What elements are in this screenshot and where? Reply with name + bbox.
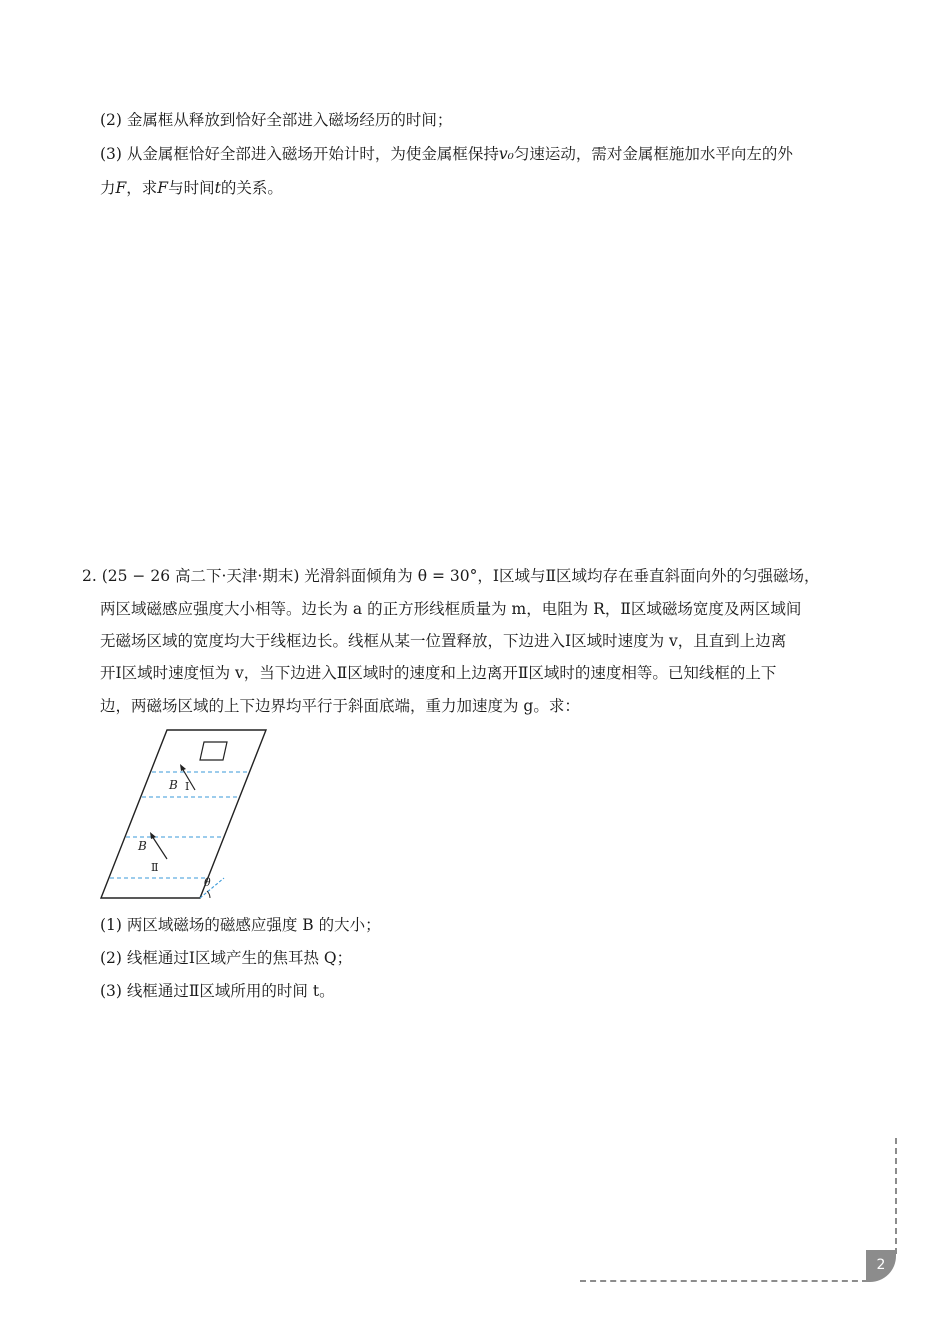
problem1-question3-line1 [100,144,793,164]
problem1-question3-line2 [100,178,283,198]
incline-plane [101,730,266,898]
problem2-line2: 两区域磁感应强度大小相等。边长为 a 的正方形线框质量为 m，电阻为 R，Ⅱ区域磁场宽度及两区域间 [100,600,802,618]
field-arrow-2 [150,832,167,859]
angle-arc [207,891,210,898]
problem2-sub3: (3) 线框通过Ⅱ区域所用的时间 t。 [100,982,335,1000]
square-coil [200,742,227,760]
label-B1: B [169,778,178,792]
problem2-sub1: (1) 两区域磁场的磁感应强度 B 的大小； [100,916,381,934]
q3-t: t [214,179,221,197]
problem2-line1: 2. (25 − 26 高二下·天津·期末) 光滑斜面倾角为 θ = 30°，Ⅰ区域与Ⅱ区域均存在垂直斜面向外的匀强磁场， [82,567,820,585]
problem2-line3: 无磁场区域的宽度均大于线框边长。线框从某一位置释放，下边进入Ⅰ区域时速度为 v，且直到上边离 [100,632,787,650]
label-region-I: Ⅰ [185,780,190,793]
q3-v0: v₀ [498,145,514,163]
label-B2: B [138,839,147,853]
problem2-sub2: (2) 线框通过Ⅰ区域产生的焦耳热 Q； [100,949,353,967]
page-number: 2 [866,1250,896,1282]
q3-text-c3: 与时间 [168,179,215,197]
problem2-line5: 边，两磁场区域的上下边界均平行于斜面底端，重力加速度为 g。求： [100,697,580,715]
q3-text-b: 匀速运动，需对金属框施加水平向左的外 [513,145,793,163]
q3-text-c2: ，求 [126,179,158,197]
page-corner-dash-horizontal [580,1280,868,1282]
q3-F2: F [157,179,169,197]
problem2-line4: 开Ⅰ区域时速度恒为 v，当下边进入Ⅱ区域时的速度和上边离开Ⅱ区域时的速度相等。已知线框的上下 [100,664,777,682]
label-region-II: Ⅱ [151,861,159,874]
q3-text-c1: 力 [100,179,116,197]
q3-F: F [115,179,127,197]
q3-text-c4: 的关系。 [220,179,283,197]
incline-figure [98,726,278,902]
label-theta: θ [204,876,211,889]
q3-text-a: (3) 从金属框恰好全部进入磁场开始计时，为使金属框保持 [100,145,499,163]
problem1-question2: (2) 金属框从释放到恰好全部进入磁场经历的时间； [100,111,453,129]
page-corner-dash-vertical [895,1138,897,1254]
